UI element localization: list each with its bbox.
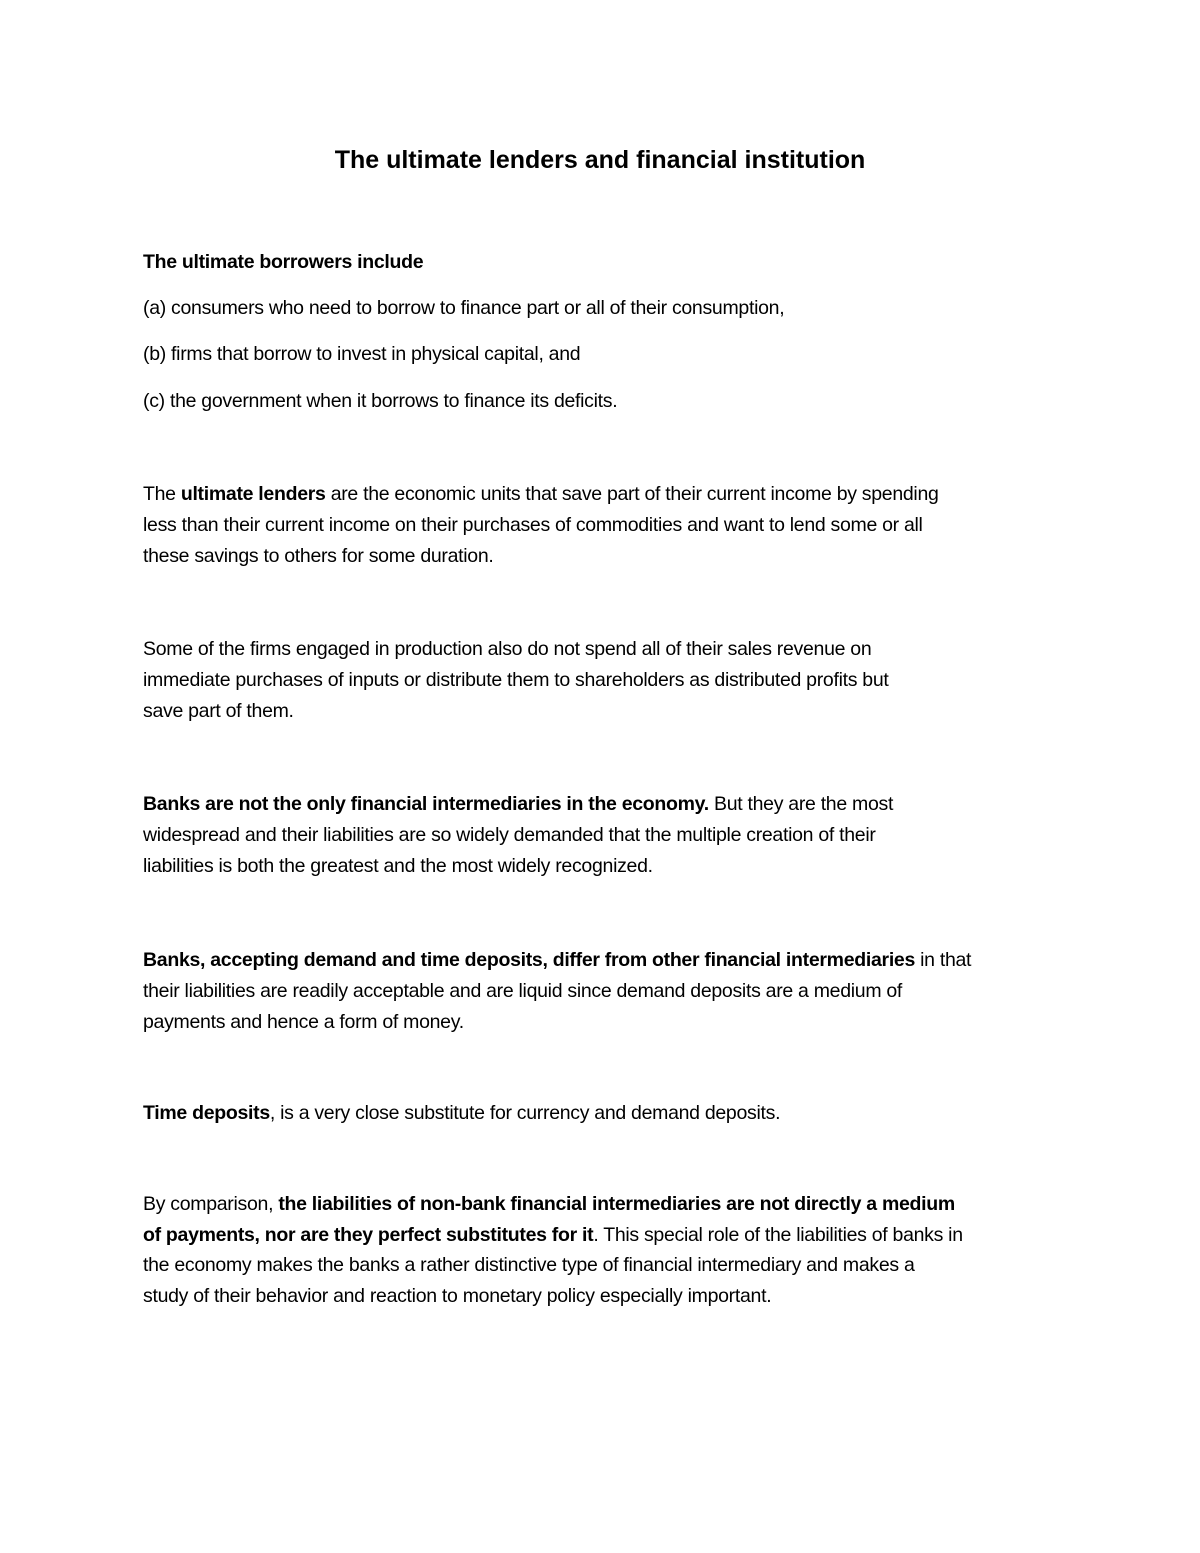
text: . This special role of the liabilities of banks in — [593, 1224, 963, 1246]
text: immediate purchases of inputs or distribute them to shareholders as distributed profits but — [143, 669, 889, 691]
bold-text: Time deposits — [143, 1102, 270, 1124]
text: payments and hence a form of money. — [143, 1011, 464, 1033]
bold-text: Banks, accepting demand and time deposits, differ from other financial intermediaries — [143, 949, 916, 971]
text: these savings to others for some duration. — [143, 545, 494, 567]
document-title: The ultimate lenders and financial institution — [334, 146, 866, 174]
bold-text: the liabilities of non-bank financial intermediaries are not directly a medium — [278, 1193, 955, 1215]
text: Some of the firms engaged in production also do not spend all of their sales revenue on — [143, 638, 872, 660]
text: study of their behavior and reaction to monetary policy especially important. — [143, 1285, 772, 1307]
text: (b) firms that borrow to invest in physical capital, and — [143, 343, 581, 365]
text: are the economic units that save part of their current income by spending — [325, 483, 939, 505]
text: But they are the most — [708, 793, 894, 815]
text-line — [143, 1284, 771, 1308]
text: , is a very close substitute for currency and demand deposits. — [269, 1102, 781, 1124]
text: in that — [915, 949, 972, 971]
text: The — [143, 483, 181, 505]
text: liabilities is both the greatest and the most widely recognized. — [143, 855, 653, 877]
text-line — [143, 250, 423, 274]
text: less than their current income on their purchases of commodities and want to lend some or all — [143, 514, 923, 536]
text: By comparison, — [143, 1193, 279, 1215]
text-line — [143, 342, 580, 366]
text-line — [143, 1223, 963, 1247]
text: widespread and their liabilities are so widely demanded that the multiple creation of their — [143, 824, 876, 846]
text-line — [143, 1101, 780, 1125]
bold-text: ultimate lenders — [180, 483, 326, 505]
text: the economy makes the banks a rather distinctive type of financial intermediary and makes a — [143, 1254, 915, 1276]
text: (c) the government when it borrows to finance its deficits. — [143, 390, 618, 412]
bold-text: of payments, nor are they perfect substitutes for it — [143, 1224, 594, 1246]
text-line — [143, 482, 939, 506]
bold-text: The ultimate borrowers include — [143, 251, 424, 273]
text-line — [143, 296, 784, 320]
text: (a) consumers who need to borrow to finance part or all of their consumption, — [143, 297, 785, 319]
text-line — [143, 668, 889, 692]
text-line — [143, 1253, 915, 1277]
text-line — [143, 792, 893, 816]
text: their liabilities are readily acceptable and are liquid since demand deposits are a medium of — [143, 980, 903, 1002]
bold-text: Banks are not the only financial intermediaries in the economy. — [143, 793, 709, 815]
text-line — [143, 1010, 464, 1034]
text-line — [143, 1192, 955, 1216]
text: save part of them. — [143, 700, 294, 722]
text-line — [143, 979, 902, 1003]
text-line — [143, 513, 923, 537]
text-line — [143, 544, 494, 568]
text-line — [143, 637, 871, 661]
text-line — [143, 699, 294, 723]
text-line — [143, 823, 876, 847]
text-line — [143, 948, 971, 972]
text-line — [143, 389, 617, 413]
text-line — [143, 854, 653, 878]
